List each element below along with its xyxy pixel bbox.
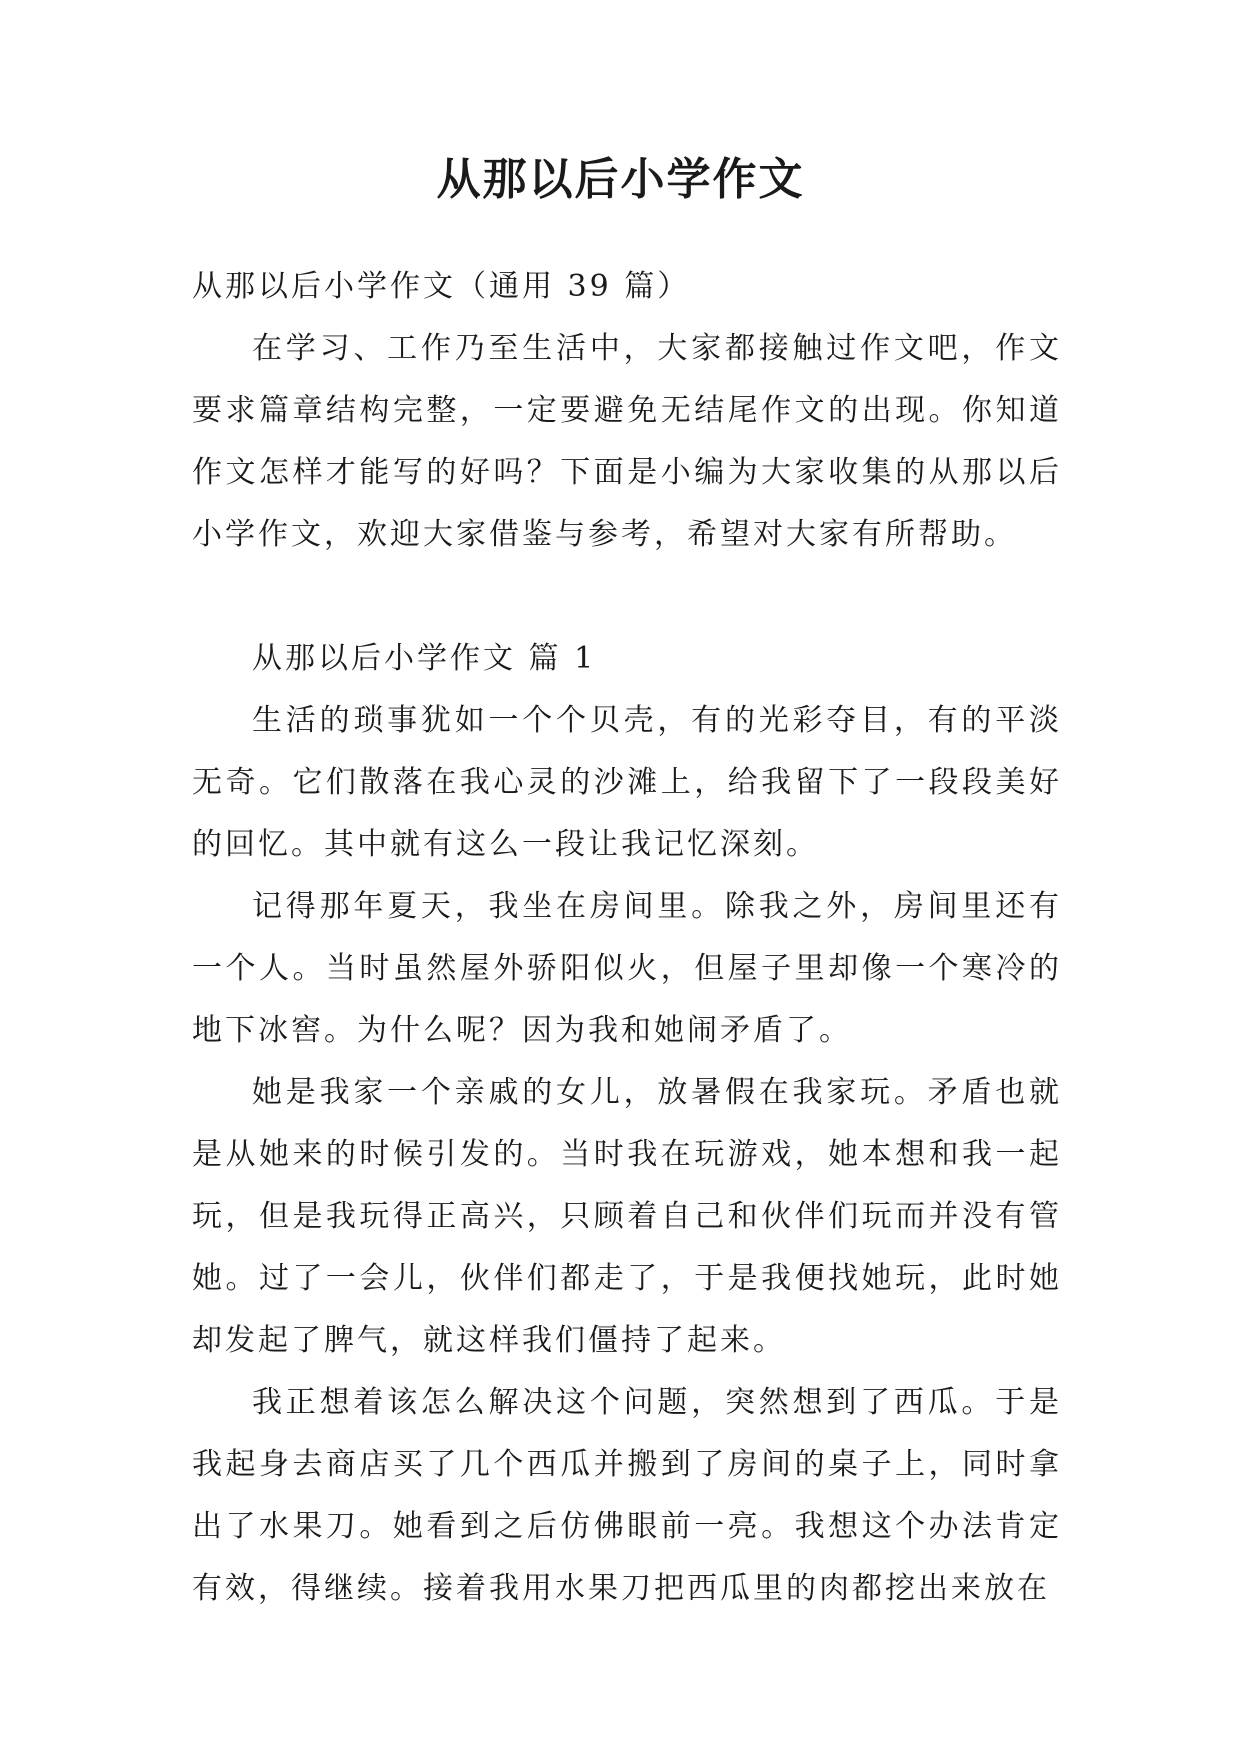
body-paragraph: 记得那年夏天，我坐在房间里。除我之外，房间里还有一个人。当时虽然屋外骄阳似火，但屋子里却像一个寒冷的地下冰窖。为什么呢？因为我和她闹矛盾了。 (192, 889, 1062, 1048)
document-body (192, 256, 1062, 1620)
section-heading: 从那以后小学作文 篇 1 (252, 641, 597, 676)
document-title: 从那以后小学作文 (436, 154, 805, 205)
document-subtitle: 从那以后小学作文（通用 39 篇） (192, 269, 691, 304)
body-paragraph: 她是我家一个亲戚的女儿，放暑假在我家玩。矛盾也就是从她来的时候引发的。当时我在玩游戏，她本想和我一起玩，但是我玩得正高兴，只顾着自己和伙伴们玩而并没有管她。过了一会儿，伙伴们都走了，于是我便找她玩，此时她却发起了脾气，就这样我们僵持了起来。 (192, 1075, 1062, 1358)
body-paragraph: 我正想着该怎么解决这个问题，突然想到了西瓜。于是我起身去商店买了几个西瓜并搬到了房间的桌子上，同时拿出了水果刀。她看到之后仿佛眼前一亮。我想这个办法肯定有效，得继续。接着我用水果刀把西瓜里的肉都挖出来放在 (192, 1385, 1062, 1606)
section-spacer (192, 566, 1062, 628)
intro-paragraph: 在学习、工作乃至生活中，大家都接触过作文吧，作文要求篇章结构完整，一定要避免无结尾作文的出现。你知道作文怎样才能写的好吗？下面是小编为大家收集的从那以后小学作文，欢迎大家借鉴与参考，希望对大家有所帮助。 (192, 331, 1062, 552)
body-paragraph: 生活的琐事犹如一个个贝壳，有的光彩夺目，有的平淡无奇。它们散落在我心灵的沙滩上，给我留下了一段段美好的回忆。其中就有这么一段让我记忆深刻。 (192, 703, 1062, 862)
